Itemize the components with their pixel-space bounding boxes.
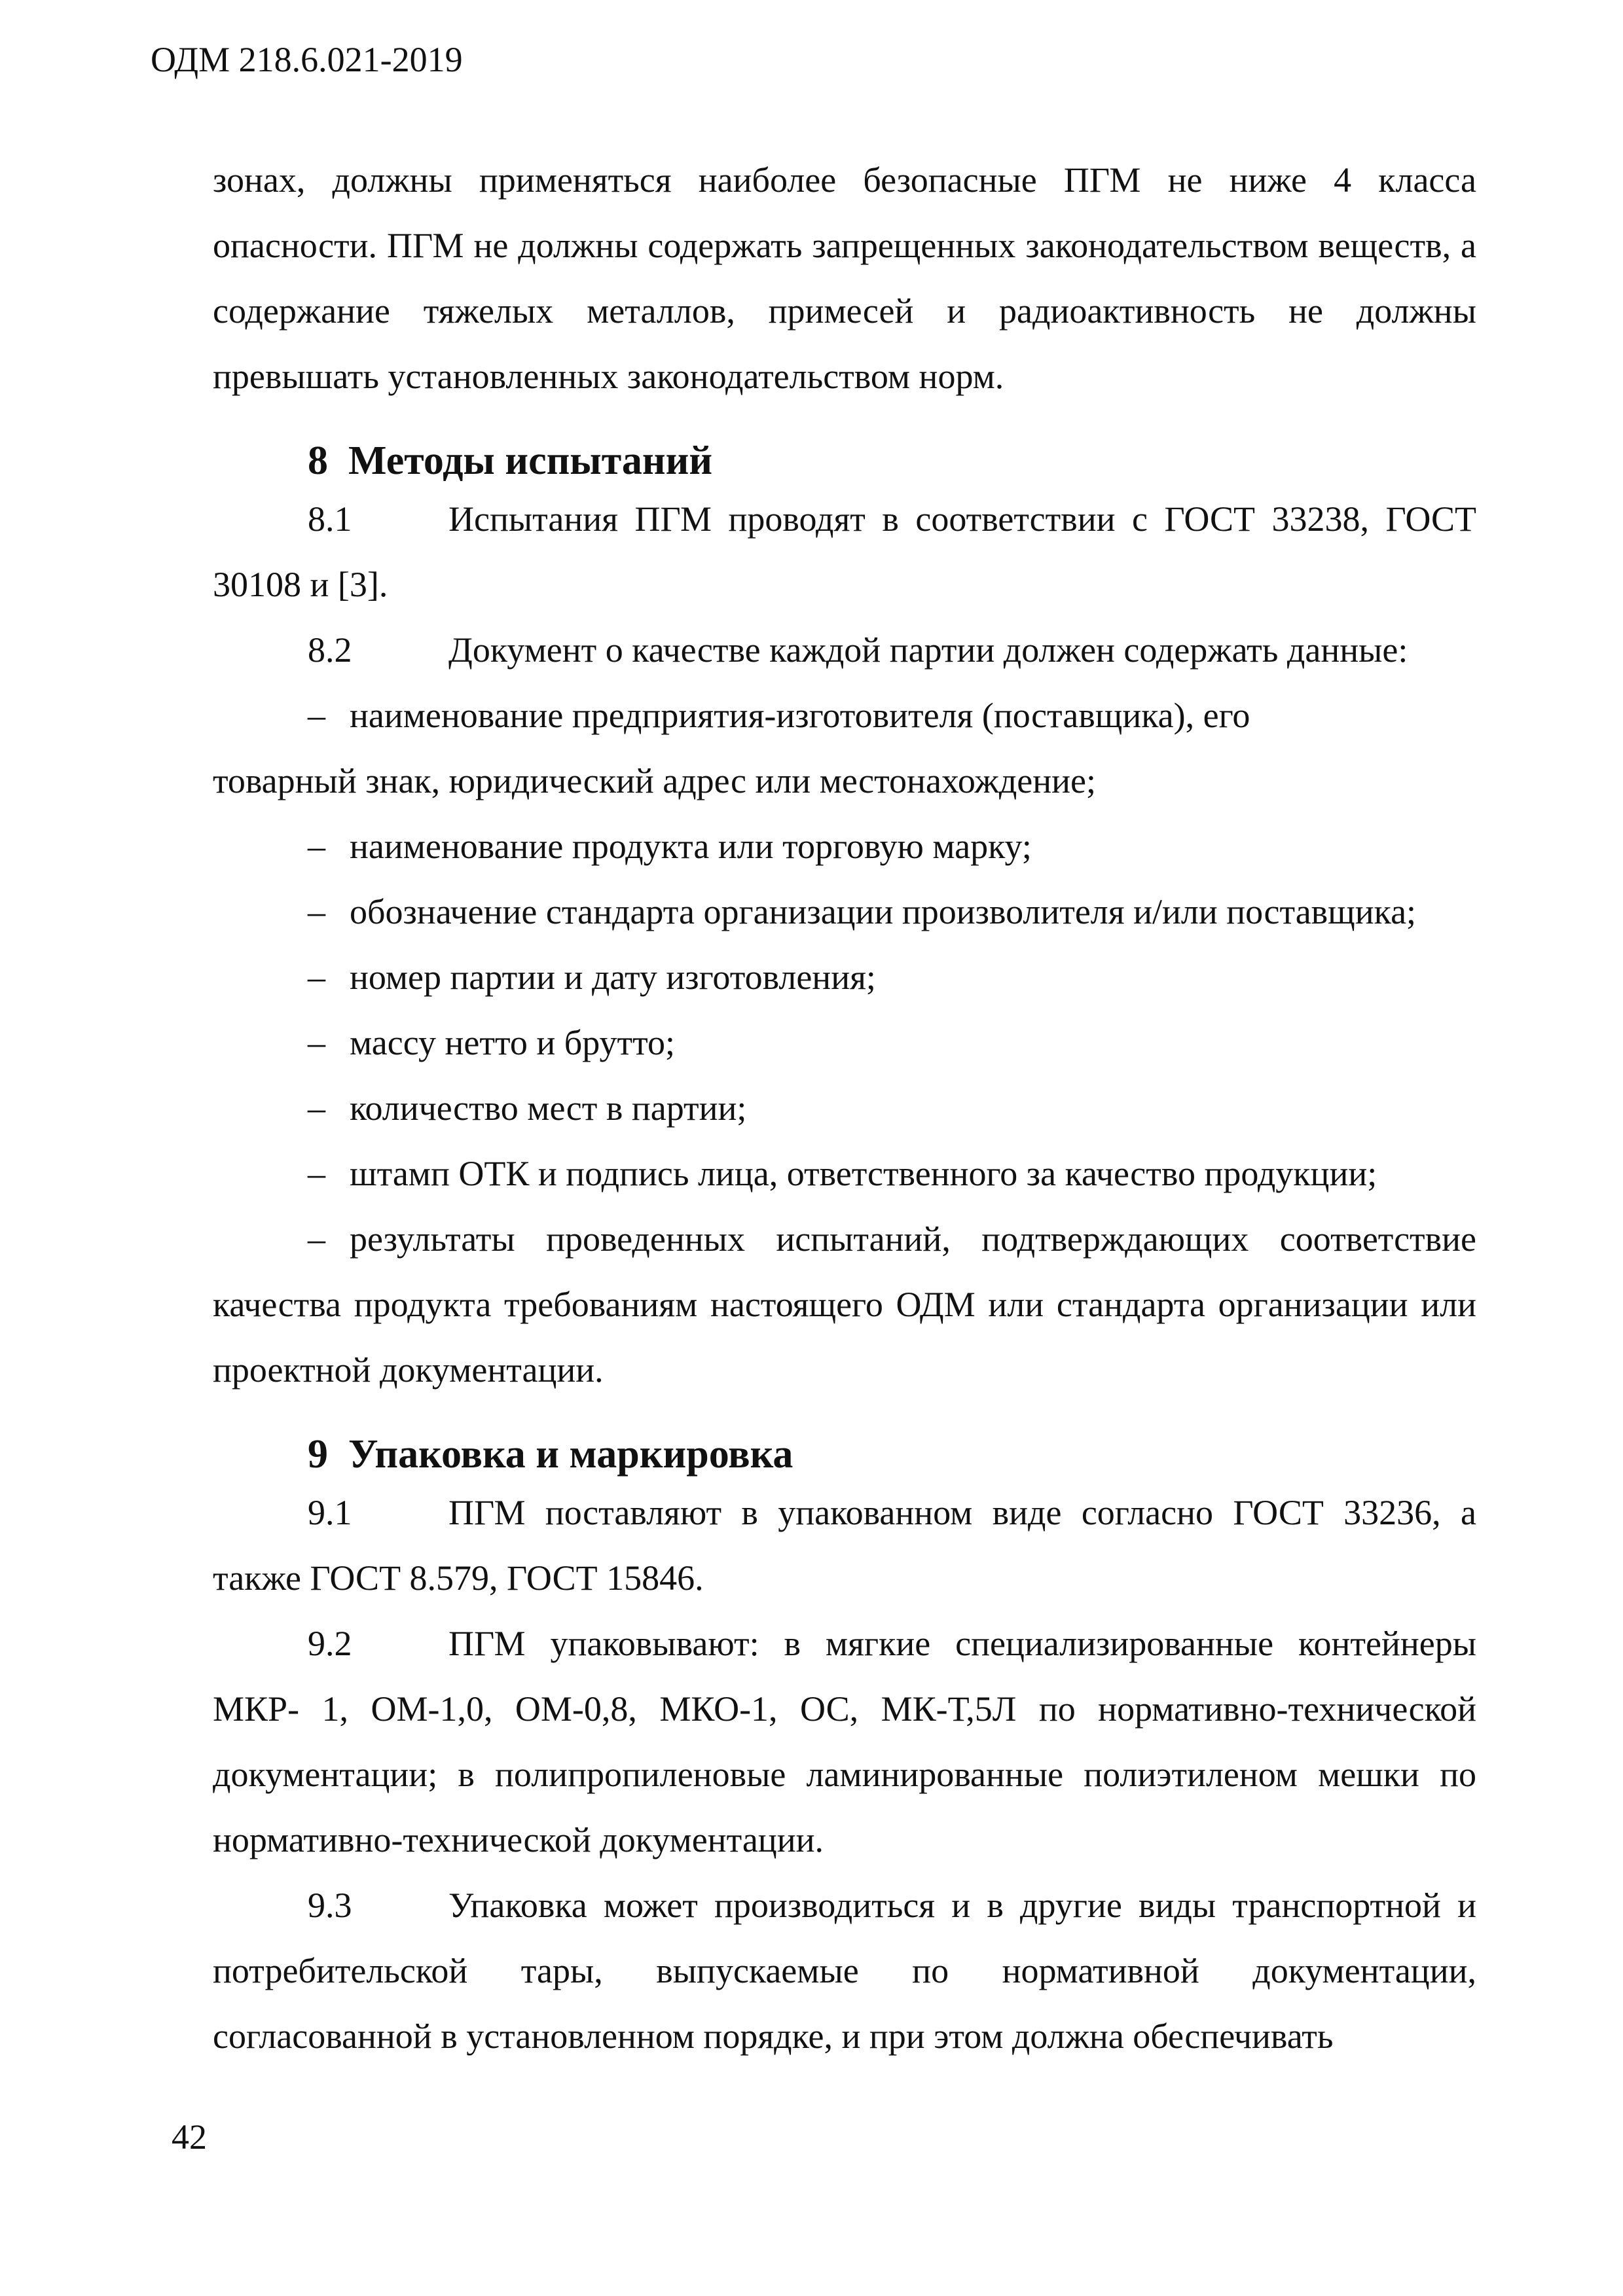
list-item-text: количество мест в партии; [350,1088,747,1128]
list-item-text: результаты проведенных испытаний, подтверждающих соответствие качества продукта требованиям настоящего ОДМ или стандарта организации или проектной документации. [213,1219,1476,1390]
paragraph-9-2-text: ПГМ упаковывают: в мягкие специализированные контейнеры МКР- 1, ОМ-1,0, ОМ-0,8, МКО-1, ОС, МК-Т,5Л по нормативно-технической документации; в полипропиленовые ламинированные полиэтиленом мешки по нормативно-технической документации. [213,1624,1476,1859]
paragraph-8-1-text: Испытания ПГМ проводят в соответствии с ГОСТ 33238, ГОСТ 30108 и [3]. [213,499,1476,604]
list-item-text: обозначение стандарта организации произволителя и/или поставщика; [350,892,1417,931]
list-item [213,1206,1476,1403]
dash-marker: – [308,1154,325,1193]
section-8-heading [213,435,1476,486]
list-item [213,1141,1476,1206]
list-item [213,1075,1476,1141]
dash-marker: – [308,1088,325,1128]
list-item [213,683,1476,748]
list-item-text: штамп ОТК и подпись лица, ответственного за качество продукции; [350,1154,1377,1193]
section-9-heading [213,1429,1476,1480]
intro-paragraph: зонах, должны применяться наиболее безопасные ПГМ не ниже 4 класса опасности. ПГМ не должны содержать запрещенных законодательством веществ, а содержание тяжелых металлов, примесей и радиоактивность не должны превышать установленных законодательством норм. [213,160,1476,396]
paragraph-9-1-number: 9.1 [308,1493,352,1532]
paragraph-9-3 [213,1873,1476,2069]
list-item [213,814,1476,879]
dash-marker: – [308,892,325,931]
paragraph-8-1 [213,486,1476,617]
list-item-text: наименование предприятия-изготовителя (поставщика), его [350,696,1250,735]
list-item [213,944,1476,1010]
section-9-number: 9 [308,1432,328,1477]
list-item-text: наименование продукта или торговую марку; [350,827,1032,866]
paragraph-9-1 [213,1480,1476,1611]
page-number: 42 [172,2117,207,2157]
paragraph-8-1-number: 8.1 [308,499,352,539]
list-item-text: номер партии и дату изготовления; [350,958,876,997]
dash-marker: – [308,696,325,735]
document-header-code: ОДМ 218.6.021-2019 [151,40,463,79]
dash-marker: – [308,1219,325,1259]
section-8-number: 8 [308,439,328,483]
section-9-title: Упаковка и маркировка [348,1432,793,1477]
paragraph-9-3-number: 9.3 [308,1886,352,1925]
dash-marker: – [308,827,325,866]
paragraph-9-2-number: 9.2 [308,1624,352,1663]
paragraph-9-1-text: ПГМ поставляют в упакованном виде согласно ГОСТ 33236, а также ГОСТ 8.579, ГОСТ 15846. [213,1493,1476,1598]
paragraph-8-2-number: 8.2 [308,630,352,670]
paragraph-8-2-text: Документ о качестве каждой партии должен содержать данные: [448,630,1408,670]
list-item [213,1010,1476,1075]
list-item [213,879,1476,944]
dash-marker: – [308,958,325,997]
paragraph-8-2 [213,617,1476,683]
list-item-continuation: товарный знак, юридический адрес или местонахождение; [213,761,1097,800]
dash-marker: – [308,1023,325,1062]
paragraph-9-3-text: Упаковка может производиться и в другие виды транспортной и потребительской тары, выпускаемые по нормативной документации, согласованной в установленном порядке, и при этом должна обеспечивать [213,1886,1476,2056]
list-item-text: массу нетто и брутто; [350,1023,675,1062]
document-body [213,147,1476,2069]
paragraph-9-2 [213,1611,1476,1873]
section-8-title: Методы испытаний [348,439,713,483]
